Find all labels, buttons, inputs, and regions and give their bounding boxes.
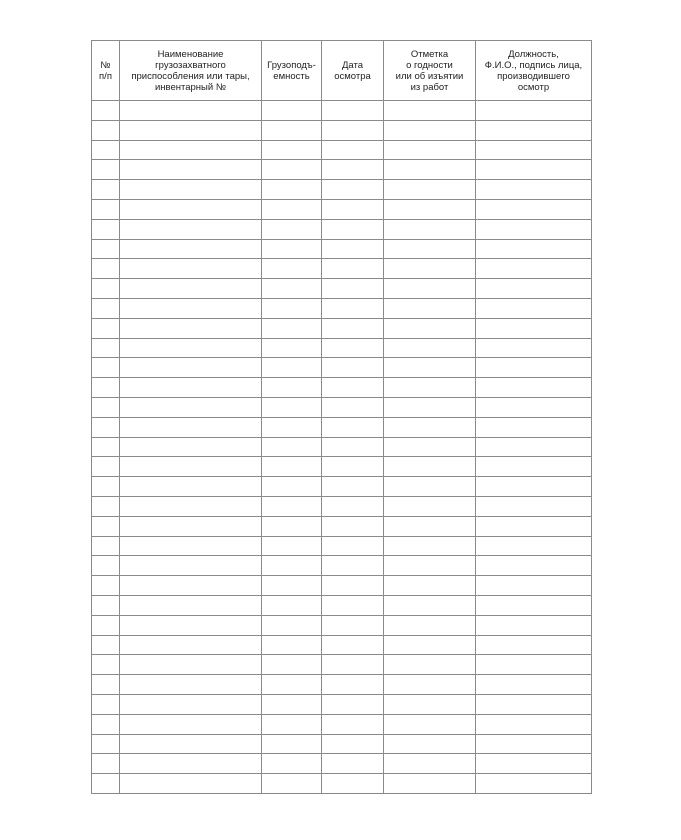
cell-fitness-mark [384,774,476,794]
cell-inspector [476,101,592,121]
cell-load-capacity [262,279,322,299]
table-row [92,655,592,675]
table-row [92,516,592,536]
cell-equipment-name [120,101,262,121]
cell-load-capacity [262,378,322,398]
table-row [92,259,592,279]
cell-equipment-name [120,774,262,794]
table-row [92,298,592,318]
cell-load-capacity [262,358,322,378]
cell-number [92,120,120,140]
cell-inspector [476,318,592,338]
cell-fitness-mark [384,655,476,675]
cell-fitness-mark [384,180,476,200]
cell-inspector [476,556,592,576]
cell-load-capacity [262,714,322,734]
table-row [92,774,592,794]
cell-load-capacity [262,318,322,338]
cell-fitness-mark [384,694,476,714]
cell-load-capacity [262,437,322,457]
cell-inspection-date [322,714,384,734]
cell-inspection-date [322,298,384,318]
column-header-load-capacity: Грузоподъ- емность [262,41,322,101]
cell-inspection-date [322,417,384,437]
cell-number [92,615,120,635]
cell-number [92,655,120,675]
cell-fitness-mark [384,239,476,259]
cell-load-capacity [262,536,322,556]
cell-inspection-date [322,477,384,497]
cell-number [92,437,120,457]
cell-equipment-name [120,694,262,714]
cell-equipment-name [120,477,262,497]
column-header-equipment-name: Наименование грузозахватного приспособления или тары, инвентарный № [120,41,262,101]
table-row [92,576,592,596]
cell-load-capacity [262,615,322,635]
cell-load-capacity [262,180,322,200]
cell-inspector [476,615,592,635]
cell-load-capacity [262,457,322,477]
cell-number [92,239,120,259]
cell-load-capacity [262,298,322,318]
table-row [92,140,592,160]
cell-inspector [476,120,592,140]
cell-equipment-name [120,576,262,596]
cell-inspector [476,397,592,417]
table-row [92,615,592,635]
table-body [92,101,592,794]
cell-fitness-mark [384,754,476,774]
cell-equipment-name [120,160,262,180]
cell-number [92,754,120,774]
cell-equipment-name [120,259,262,279]
cell-inspection-date [322,219,384,239]
cell-inspector [476,417,592,437]
table-row [92,734,592,754]
cell-fitness-mark [384,734,476,754]
cell-inspection-date [322,358,384,378]
cell-number [92,536,120,556]
cell-fitness-mark [384,279,476,299]
cell-fitness-mark [384,437,476,457]
cell-inspection-date [322,774,384,794]
cell-number [92,675,120,695]
cell-inspector [476,516,592,536]
cell-number [92,378,120,398]
cell-load-capacity [262,338,322,358]
cell-fitness-mark [384,219,476,239]
cell-equipment-name [120,397,262,417]
cell-inspector [476,160,592,180]
cell-number [92,298,120,318]
cell-fitness-mark [384,259,476,279]
cell-number [92,199,120,219]
cell-equipment-name [120,358,262,378]
cell-inspection-date [322,595,384,615]
cell-load-capacity [262,774,322,794]
cell-load-capacity [262,635,322,655]
cell-equipment-name [120,675,262,695]
cell-equipment-name [120,239,262,259]
cell-equipment-name [120,298,262,318]
cell-inspection-date [322,259,384,279]
cell-number [92,635,120,655]
cell-fitness-mark [384,496,476,516]
cell-inspection-date [322,199,384,219]
cell-load-capacity [262,477,322,497]
cell-equipment-name [120,516,262,536]
cell-number [92,219,120,239]
cell-inspection-date [322,279,384,299]
table-row [92,397,592,417]
cell-inspector [476,595,592,615]
cell-load-capacity [262,675,322,695]
cell-load-capacity [262,516,322,536]
cell-inspection-date [322,615,384,635]
cell-equipment-name [120,199,262,219]
cell-load-capacity [262,160,322,180]
cell-inspection-date [322,655,384,675]
cell-inspector [476,675,592,695]
cell-equipment-name [120,496,262,516]
cell-number [92,338,120,358]
cell-inspector [476,694,592,714]
cell-inspection-date [322,496,384,516]
column-header-fitness-mark: Отметка о годности или об изъятии из работ [384,41,476,101]
cell-fitness-mark [384,338,476,358]
cell-inspection-date [322,635,384,655]
cell-inspection-date [322,457,384,477]
cell-equipment-name [120,120,262,140]
cell-number [92,180,120,200]
cell-equipment-name [120,219,262,239]
column-header-inspection-date: Дата осмотра [322,41,384,101]
cell-number [92,160,120,180]
table-row [92,714,592,734]
cell-inspector [476,338,592,358]
cell-load-capacity [262,259,322,279]
cell-load-capacity [262,397,322,417]
cell-fitness-mark [384,576,476,596]
cell-equipment-name [120,556,262,576]
cell-load-capacity [262,754,322,774]
cell-equipment-name [120,378,262,398]
cell-fitness-mark [384,595,476,615]
cell-equipment-name [120,635,262,655]
column-header-number: № п/п [92,41,120,101]
cell-inspector [476,259,592,279]
cell-fitness-mark [384,457,476,477]
cell-inspector [476,536,592,556]
cell-inspector [476,180,592,200]
inspection-log-table [91,40,592,794]
cell-number [92,397,120,417]
table-header-row [92,41,592,101]
cell-fitness-mark [384,635,476,655]
cell-equipment-name [120,140,262,160]
table-row [92,556,592,576]
cell-inspection-date [322,160,384,180]
cell-load-capacity [262,496,322,516]
cell-load-capacity [262,219,322,239]
cell-equipment-name [120,318,262,338]
cell-fitness-mark [384,199,476,219]
cell-inspection-date [322,397,384,417]
cell-number [92,496,120,516]
cell-load-capacity [262,417,322,437]
table-row [92,120,592,140]
cell-equipment-name [120,437,262,457]
cell-inspector [476,219,592,239]
cell-number [92,259,120,279]
cell-inspector [476,378,592,398]
cell-inspector [476,279,592,299]
cell-equipment-name [120,615,262,635]
cell-inspector [476,477,592,497]
cell-load-capacity [262,140,322,160]
cell-load-capacity [262,576,322,596]
cell-fitness-mark [384,120,476,140]
cell-number [92,576,120,596]
cell-number [92,516,120,536]
cell-equipment-name [120,180,262,200]
cell-fitness-mark [384,714,476,734]
cell-inspector [476,714,592,734]
cell-inspector [476,774,592,794]
table-row [92,378,592,398]
cell-inspector [476,140,592,160]
cell-fitness-mark [384,298,476,318]
cell-number [92,477,120,497]
table-row [92,417,592,437]
cell-equipment-name [120,338,262,358]
cell-load-capacity [262,239,322,259]
cell-inspector [476,754,592,774]
cell-equipment-name [120,734,262,754]
cell-number [92,358,120,378]
table-row [92,318,592,338]
table-row [92,496,592,516]
cell-load-capacity [262,556,322,576]
cell-load-capacity [262,199,322,219]
cell-fitness-mark [384,101,476,121]
cell-fitness-mark [384,160,476,180]
cell-equipment-name [120,536,262,556]
cell-inspection-date [322,120,384,140]
cell-equipment-name [120,457,262,477]
cell-inspector [476,734,592,754]
cell-load-capacity [262,101,322,121]
cell-number [92,774,120,794]
table-row [92,180,592,200]
cell-inspection-date [322,576,384,596]
cell-number [92,101,120,121]
table-row [92,595,592,615]
cell-inspection-date [322,536,384,556]
table-row [92,199,592,219]
cell-inspection-date [322,378,384,398]
cell-load-capacity [262,655,322,675]
cell-inspection-date [322,239,384,259]
table-row [92,358,592,378]
table-row [92,279,592,299]
cell-inspection-date [322,437,384,457]
table-row [92,754,592,774]
cell-inspection-date [322,675,384,695]
cell-load-capacity [262,120,322,140]
table-row [92,694,592,714]
table-row [92,477,592,497]
cell-inspector [476,496,592,516]
cell-inspector [476,199,592,219]
table-row [92,437,592,457]
cell-equipment-name [120,279,262,299]
cell-inspection-date [322,318,384,338]
table-row [92,160,592,180]
cell-fitness-mark [384,358,476,378]
table-row [92,635,592,655]
cell-inspection-date [322,180,384,200]
cell-fitness-mark [384,556,476,576]
cell-number [92,595,120,615]
cell-load-capacity [262,694,322,714]
cell-fitness-mark [384,318,476,338]
cell-equipment-name [120,655,262,675]
cell-inspection-date [322,101,384,121]
cell-fitness-mark [384,397,476,417]
table-row [92,219,592,239]
cell-number [92,318,120,338]
cell-inspection-date [322,734,384,754]
cell-number [92,279,120,299]
cell-fitness-mark [384,516,476,536]
cell-fitness-mark [384,477,476,497]
table-row [92,536,592,556]
cell-inspection-date [322,140,384,160]
cell-number [92,457,120,477]
cell-fitness-mark [384,615,476,635]
cell-inspector [476,655,592,675]
cell-inspector [476,298,592,318]
cell-equipment-name [120,595,262,615]
cell-inspection-date [322,338,384,358]
table-row [92,338,592,358]
cell-fitness-mark [384,140,476,160]
cell-fitness-mark [384,675,476,695]
cell-fitness-mark [384,378,476,398]
cell-load-capacity [262,595,322,615]
table-row [92,101,592,121]
cell-inspector [476,576,592,596]
cell-equipment-name [120,714,262,734]
cell-fitness-mark [384,536,476,556]
cell-number [92,714,120,734]
cell-inspector [476,358,592,378]
cell-inspection-date [322,694,384,714]
table-row [92,239,592,259]
table-row [92,675,592,695]
cell-inspection-date [322,754,384,774]
cell-number [92,556,120,576]
cell-equipment-name [120,417,262,437]
cell-equipment-name [120,754,262,774]
cell-number [92,734,120,754]
cell-inspector [476,437,592,457]
cell-number [92,140,120,160]
cell-fitness-mark [384,417,476,437]
cell-number [92,694,120,714]
column-header-inspector: Должность, Ф.И.О., подпись лица, производившего осмотр [476,41,592,101]
cell-load-capacity [262,734,322,754]
cell-inspector [476,457,592,477]
table-row [92,457,592,477]
cell-inspector [476,239,592,259]
cell-inspection-date [322,516,384,536]
cell-inspector [476,635,592,655]
cell-number [92,417,120,437]
cell-inspection-date [322,556,384,576]
